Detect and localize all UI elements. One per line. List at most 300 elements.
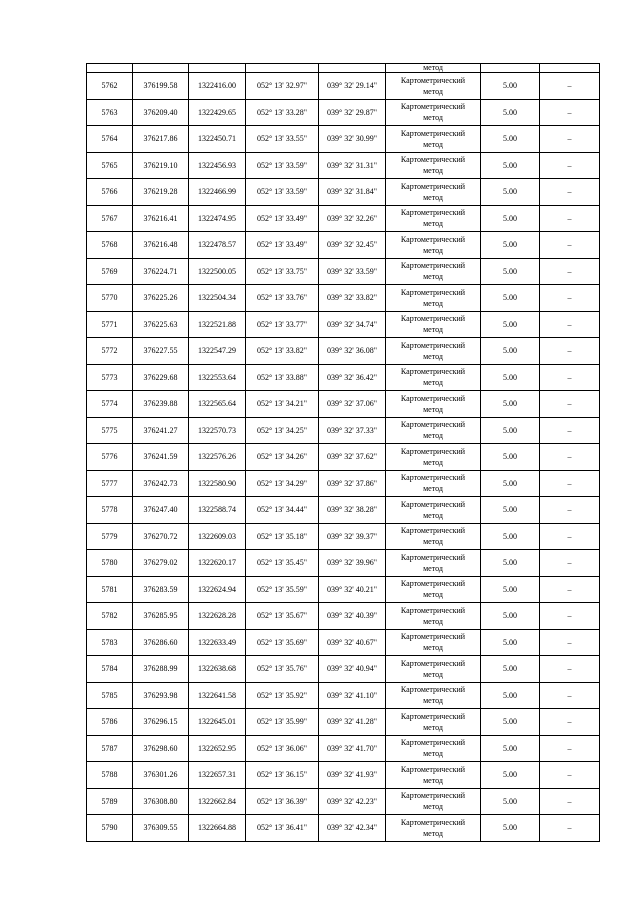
cell-x-coordinate: 376216.48 xyxy=(133,232,189,259)
cell-accuracy: 5.00 xyxy=(481,497,540,524)
cell-note: – xyxy=(540,497,600,524)
cell-y-coordinate: 1322429.65 xyxy=(189,99,246,126)
method-line-1: Картометрический xyxy=(400,367,466,377)
table-row xyxy=(87,815,600,842)
cell-longitude: 039° 32' 42.23" xyxy=(319,788,386,815)
cell-longitude: 039° 32' 40.39" xyxy=(319,603,386,630)
cell-latitude: 052° 13' 34.44" xyxy=(246,497,319,524)
cell-y-coordinate: 1322664.88 xyxy=(189,815,246,842)
method-line-2: метод xyxy=(423,431,443,441)
cell-note: – xyxy=(540,285,600,312)
table-row xyxy=(87,735,600,762)
cell-longitude: 039° 32' 37.86" xyxy=(319,470,386,497)
cell-point-number: 5789 xyxy=(87,788,133,815)
cell-x-coordinate: 376293.98 xyxy=(133,682,189,709)
method-line-1: Картометрический xyxy=(400,817,466,827)
cell-note: – xyxy=(540,550,600,577)
cell-note: – xyxy=(540,364,600,391)
cell-method xyxy=(386,152,481,179)
method-line-1: Картометрический xyxy=(400,658,466,668)
cell-method xyxy=(386,444,481,471)
cell-accuracy: 5.00 xyxy=(481,656,540,683)
cell-x-coordinate: 376225.63 xyxy=(133,311,189,338)
cell-x-coordinate: 376309.55 xyxy=(133,815,189,842)
method-line-2: метод xyxy=(423,86,443,96)
cell-point-number: 5778 xyxy=(87,497,133,524)
method-line-1: Картометрический xyxy=(400,75,466,85)
method-line-2: метод xyxy=(423,590,443,600)
cell-y-coordinate: 1322450.71 xyxy=(189,126,246,153)
method-line-1: Картометрический xyxy=(400,632,466,642)
table-row xyxy=(87,656,600,683)
cell-latitude: 052° 13' 35.67" xyxy=(246,603,319,630)
cell-accuracy: 5.00 xyxy=(481,338,540,365)
cell-latitude: 052° 13' 35.59" xyxy=(246,576,319,603)
cell-note: – xyxy=(540,788,600,815)
cell-accuracy: 5.00 xyxy=(481,470,540,497)
cell-method xyxy=(386,709,481,736)
cell-point-number: 5772 xyxy=(87,338,133,365)
cell-method xyxy=(386,523,481,550)
method-line-2: метод xyxy=(423,696,443,706)
cell-note: – xyxy=(540,73,600,100)
cell-point-number: 5771 xyxy=(87,311,133,338)
cell-note: – xyxy=(540,391,600,418)
cell-latitude: 052° 13' 33.49" xyxy=(246,205,319,232)
method-line-1: Картометрический xyxy=(400,287,466,297)
cell-latitude: 052° 13' 33.59" xyxy=(246,152,319,179)
cell-point-number: 5788 xyxy=(87,762,133,789)
cell-note: – xyxy=(540,629,600,656)
cell-latitude: 052° 13' 34.26" xyxy=(246,444,319,471)
cell-longitude: 039° 32' 36.08" xyxy=(319,338,386,365)
cell-x-coordinate: 376298.60 xyxy=(133,735,189,762)
method-line-2: метод xyxy=(423,563,443,573)
cell-x-coordinate: 376241.59 xyxy=(133,444,189,471)
cell-accuracy: 5.00 xyxy=(481,364,540,391)
cell-accuracy: 5.00 xyxy=(481,73,540,100)
cell-x-coordinate: 376308.80 xyxy=(133,788,189,815)
cell-method xyxy=(386,788,481,815)
cell-empty xyxy=(189,64,246,73)
method-line-1: Картометрический xyxy=(400,234,466,244)
cell-method xyxy=(386,735,481,762)
cell-x-coordinate: 376241.27 xyxy=(133,417,189,444)
cell-point-number: 5770 xyxy=(87,285,133,312)
cell-longitude: 039° 32' 37.62" xyxy=(319,444,386,471)
cell-note: – xyxy=(540,682,600,709)
cell-accuracy: 5.00 xyxy=(481,762,540,789)
table-row xyxy=(87,179,600,206)
table-row xyxy=(87,99,600,126)
cell-longitude: 039° 32' 41.70" xyxy=(319,735,386,762)
cell-accuracy: 5.00 xyxy=(481,391,540,418)
cell-point-number: 5780 xyxy=(87,550,133,577)
cell-note: – xyxy=(540,99,600,126)
cell-latitude: 052° 13' 36.41" xyxy=(246,815,319,842)
method-line-1: Картометрический xyxy=(400,102,466,112)
cell-accuracy: 5.00 xyxy=(481,550,540,577)
table-row xyxy=(87,73,600,100)
method-line-2: метод xyxy=(423,404,443,414)
method-line-2: метод xyxy=(423,616,443,626)
cell-y-coordinate: 1322570.73 xyxy=(189,417,246,444)
method-line-1: Картометрический xyxy=(400,579,466,589)
cell-note: – xyxy=(540,470,600,497)
coordinates-table xyxy=(86,63,600,842)
method-line-2: метод xyxy=(423,378,443,388)
cell-y-coordinate: 1322547.29 xyxy=(189,338,246,365)
method-line-2: метод xyxy=(423,749,443,759)
cell-y-coordinate: 1322500.05 xyxy=(189,258,246,285)
cell-accuracy: 5.00 xyxy=(481,629,540,656)
cell-longitude: 039° 32' 40.21" xyxy=(319,576,386,603)
cell-y-coordinate: 1322645.01 xyxy=(189,709,246,736)
cell-longitude: 039° 32' 36.42" xyxy=(319,364,386,391)
cell-longitude: 039° 32' 40.67" xyxy=(319,629,386,656)
cell-empty xyxy=(481,64,540,73)
cell-latitude: 052° 13' 34.25" xyxy=(246,417,319,444)
cell-longitude: 039° 32' 42.34" xyxy=(319,815,386,842)
method-line-2: метод xyxy=(423,166,443,176)
cell-note: – xyxy=(540,338,600,365)
cell-x-coordinate: 376229.68 xyxy=(133,364,189,391)
cell-accuracy: 5.00 xyxy=(481,258,540,285)
cell-longitude: 039° 32' 38.28" xyxy=(319,497,386,524)
cell-accuracy: 5.00 xyxy=(481,444,540,471)
cell-point-number: 5775 xyxy=(87,417,133,444)
cell-accuracy: 5.00 xyxy=(481,311,540,338)
cell-point-number: 5764 xyxy=(87,126,133,153)
cell-point-number: 5786 xyxy=(87,709,133,736)
cell-point-number: 5773 xyxy=(87,364,133,391)
cell-method xyxy=(386,762,481,789)
method-line-1: Картометрический xyxy=(400,791,466,801)
cell-y-coordinate: 1322580.90 xyxy=(189,470,246,497)
cell-latitude: 052° 13' 35.76" xyxy=(246,656,319,683)
cell-longitude: 039° 32' 29.14" xyxy=(319,73,386,100)
method-line-2: метод xyxy=(423,722,443,732)
cell-point-number: 5779 xyxy=(87,523,133,550)
cell-method xyxy=(386,470,481,497)
table-row xyxy=(87,364,600,391)
method-line-2: метод xyxy=(423,510,443,520)
cell-latitude: 052° 13' 34.21" xyxy=(246,391,319,418)
cell-accuracy: 5.00 xyxy=(481,205,540,232)
method-line-2: метод xyxy=(423,484,443,494)
cell-longitude: 039° 32' 39.96" xyxy=(319,550,386,577)
cell-y-coordinate: 1322466.99 xyxy=(189,179,246,206)
method-line-2: метод xyxy=(423,113,443,123)
cell-method xyxy=(386,311,481,338)
cell-note: – xyxy=(540,815,600,842)
cell-point-number: 5783 xyxy=(87,629,133,656)
method-line-1: Картометрический xyxy=(400,208,466,218)
cell-point-number: 5781 xyxy=(87,576,133,603)
cell-point-number: 5776 xyxy=(87,444,133,471)
cell-note: – xyxy=(540,232,600,259)
method-line-1: Картометрический xyxy=(400,711,466,721)
cell-note: – xyxy=(540,179,600,206)
cell-y-coordinate: 1322641.58 xyxy=(189,682,246,709)
cell-latitude: 052° 13' 35.45" xyxy=(246,550,319,577)
cell-note: – xyxy=(540,523,600,550)
cell-y-coordinate: 1322628.28 xyxy=(189,603,246,630)
cell-method xyxy=(386,179,481,206)
cell-y-coordinate: 1322521.88 xyxy=(189,311,246,338)
cell-method xyxy=(386,126,481,153)
cell-y-coordinate: 1322624.94 xyxy=(189,576,246,603)
method-line-1: Картометрический xyxy=(400,261,466,271)
cell-x-coordinate: 376219.10 xyxy=(133,152,189,179)
cell-x-coordinate: 376301.26 xyxy=(133,762,189,789)
table-row xyxy=(87,338,600,365)
cell-point-number: 5763 xyxy=(87,99,133,126)
cell-longitude: 039° 32' 37.33" xyxy=(319,417,386,444)
cell-longitude: 039° 32' 33.59" xyxy=(319,258,386,285)
cell-longitude: 039° 32' 39.37" xyxy=(319,523,386,550)
cell-note: – xyxy=(540,311,600,338)
table-row xyxy=(87,523,600,550)
cell-method xyxy=(386,232,481,259)
cell-latitude: 052° 13' 32.97" xyxy=(246,73,319,100)
method-line-1: Картометрический xyxy=(400,499,466,509)
method-line-1: Картометрический xyxy=(400,155,466,165)
cell-accuracy: 5.00 xyxy=(481,788,540,815)
cell-method xyxy=(386,603,481,630)
table-row xyxy=(87,232,600,259)
cell-method xyxy=(386,417,481,444)
cell-accuracy: 5.00 xyxy=(481,576,540,603)
cell-x-coordinate: 376227.55 xyxy=(133,338,189,365)
cell-accuracy: 5.00 xyxy=(481,285,540,312)
method-line-2: метод xyxy=(423,245,443,255)
cell-longitude: 039° 32' 29.87" xyxy=(319,99,386,126)
method-line-2: метод xyxy=(423,802,443,812)
table-row xyxy=(87,709,600,736)
cell-latitude: 052° 13' 33.76" xyxy=(246,285,319,312)
cell-point-number: 5768 xyxy=(87,232,133,259)
cell-accuracy: 5.00 xyxy=(481,735,540,762)
table-row xyxy=(87,682,600,709)
cell-accuracy: 5.00 xyxy=(481,232,540,259)
cell-longitude: 039° 32' 33.82" xyxy=(319,285,386,312)
cell-method-tail: метод xyxy=(386,64,481,73)
cell-longitude: 039° 32' 41.93" xyxy=(319,762,386,789)
cell-longitude: 039° 32' 40.94" xyxy=(319,656,386,683)
method-line-2: метод xyxy=(423,775,443,785)
cell-x-coordinate: 376283.59 xyxy=(133,576,189,603)
cell-method xyxy=(386,391,481,418)
cell-y-coordinate: 1322474.95 xyxy=(189,205,246,232)
cell-longitude: 039° 32' 32.26" xyxy=(319,205,386,232)
cell-empty xyxy=(319,64,386,73)
cell-y-coordinate: 1322620.17 xyxy=(189,550,246,577)
cell-method xyxy=(386,99,481,126)
cell-method xyxy=(386,338,481,365)
cell-y-coordinate: 1322416.00 xyxy=(189,73,246,100)
table-row xyxy=(87,629,600,656)
cell-latitude: 052° 13' 33.28" xyxy=(246,99,319,126)
cell-point-number: 5774 xyxy=(87,391,133,418)
cell-latitude: 052° 13' 35.92" xyxy=(246,682,319,709)
method-line-1: Картометрический xyxy=(400,420,466,430)
cell-method xyxy=(386,550,481,577)
cell-y-coordinate: 1322456.93 xyxy=(189,152,246,179)
cell-latitude: 052° 13' 33.77" xyxy=(246,311,319,338)
method-line-1: Картометрический xyxy=(400,181,466,191)
cell-y-coordinate: 1322657.31 xyxy=(189,762,246,789)
method-line-2: метод xyxy=(423,643,443,653)
cell-accuracy: 5.00 xyxy=(481,815,540,842)
cell-y-coordinate: 1322478.57 xyxy=(189,232,246,259)
cell-accuracy: 5.00 xyxy=(481,709,540,736)
cell-note: – xyxy=(540,126,600,153)
cell-longitude: 039° 32' 37.06" xyxy=(319,391,386,418)
cell-point-number: 5777 xyxy=(87,470,133,497)
cell-x-coordinate: 376209.40 xyxy=(133,99,189,126)
cell-method xyxy=(386,682,481,709)
cell-y-coordinate: 1322565.64 xyxy=(189,391,246,418)
cell-point-number: 5762 xyxy=(87,73,133,100)
method-line-2: метод xyxy=(423,828,443,838)
cell-method xyxy=(386,205,481,232)
cell-note: – xyxy=(540,444,600,471)
method-line-1: Картометрический xyxy=(400,738,466,748)
cell-y-coordinate: 1322504.34 xyxy=(189,285,246,312)
table-row xyxy=(87,762,600,789)
table-body xyxy=(87,64,600,842)
cell-accuracy: 5.00 xyxy=(481,603,540,630)
cell-longitude: 039° 32' 34.74" xyxy=(319,311,386,338)
cell-longitude: 039° 32' 41.28" xyxy=(319,709,386,736)
cell-method xyxy=(386,285,481,312)
cell-latitude: 052° 13' 33.82" xyxy=(246,338,319,365)
cell-point-number: 5769 xyxy=(87,258,133,285)
cell-longitude: 039° 32' 32.45" xyxy=(319,232,386,259)
method-line-1: Картометрический xyxy=(400,473,466,483)
cell-x-coordinate: 376219.28 xyxy=(133,179,189,206)
method-line-1: Картометрический xyxy=(400,764,466,774)
cell-y-coordinate: 1322553.64 xyxy=(189,364,246,391)
table-row xyxy=(87,497,600,524)
cell-x-coordinate: 376279.02 xyxy=(133,550,189,577)
cell-latitude: 052° 13' 35.18" xyxy=(246,523,319,550)
cell-note: – xyxy=(540,735,600,762)
cell-y-coordinate: 1322609.03 xyxy=(189,523,246,550)
cell-point-number: 5787 xyxy=(87,735,133,762)
cell-x-coordinate: 376199.58 xyxy=(133,73,189,100)
method-line-2: метод xyxy=(423,325,443,335)
cell-longitude: 039° 32' 31.84" xyxy=(319,179,386,206)
cell-point-number: 5767 xyxy=(87,205,133,232)
cell-accuracy: 5.00 xyxy=(481,126,540,153)
cell-x-coordinate: 376288.99 xyxy=(133,656,189,683)
cell-latitude: 052° 13' 36.15" xyxy=(246,762,319,789)
cell-note: – xyxy=(540,576,600,603)
table-row xyxy=(87,444,600,471)
cell-latitude: 052° 13' 34.29" xyxy=(246,470,319,497)
cell-note: – xyxy=(540,417,600,444)
cell-y-coordinate: 1322633.49 xyxy=(189,629,246,656)
cell-x-coordinate: 376225.26 xyxy=(133,285,189,312)
cell-longitude: 039° 32' 30.99" xyxy=(319,126,386,153)
cell-method xyxy=(386,656,481,683)
cell-accuracy: 5.00 xyxy=(481,99,540,126)
cell-method xyxy=(386,364,481,391)
cell-note: – xyxy=(540,152,600,179)
table-row xyxy=(87,788,600,815)
cell-latitude: 052° 13' 35.69" xyxy=(246,629,319,656)
table-row-continuation xyxy=(87,64,600,73)
method-line-1: Картометрический xyxy=(400,552,466,562)
table-row xyxy=(87,417,600,444)
cell-latitude: 052° 13' 36.06" xyxy=(246,735,319,762)
method-line-2: метод xyxy=(423,669,443,679)
table-row xyxy=(87,550,600,577)
cell-x-coordinate: 376286.60 xyxy=(133,629,189,656)
cell-point-number: 5766 xyxy=(87,179,133,206)
cell-note: – xyxy=(540,205,600,232)
cell-note: – xyxy=(540,762,600,789)
cell-latitude: 052° 13' 33.88" xyxy=(246,364,319,391)
cell-latitude: 052° 13' 36.39" xyxy=(246,788,319,815)
table-row xyxy=(87,126,600,153)
method-line-2: метод xyxy=(423,139,443,149)
cell-point-number: 5782 xyxy=(87,603,133,630)
cell-point-number: 5790 xyxy=(87,815,133,842)
cell-y-coordinate: 1322576.26 xyxy=(189,444,246,471)
table-row xyxy=(87,391,600,418)
method-line-1: Картометрический xyxy=(400,340,466,350)
method-line-2: метод xyxy=(423,272,443,282)
cell-y-coordinate: 1322652.95 xyxy=(189,735,246,762)
cell-note: – xyxy=(540,258,600,285)
cell-x-coordinate: 376224.71 xyxy=(133,258,189,285)
cell-accuracy: 5.00 xyxy=(481,152,540,179)
cell-empty xyxy=(246,64,319,73)
table-row xyxy=(87,152,600,179)
cell-empty xyxy=(540,64,600,73)
cell-x-coordinate: 376242.73 xyxy=(133,470,189,497)
cell-x-coordinate: 376270.72 xyxy=(133,523,189,550)
cell-point-number: 5784 xyxy=(87,656,133,683)
cell-accuracy: 5.00 xyxy=(481,682,540,709)
cell-accuracy: 5.00 xyxy=(481,523,540,550)
cell-x-coordinate: 376217.86 xyxy=(133,126,189,153)
cell-longitude: 039° 32' 41.10" xyxy=(319,682,386,709)
method-line-2: метод xyxy=(423,537,443,547)
cell-longitude: 039° 32' 31.31" xyxy=(319,152,386,179)
cell-method xyxy=(386,629,481,656)
cell-latitude: 052° 13' 33.55" xyxy=(246,126,319,153)
cell-x-coordinate: 376216.41 xyxy=(133,205,189,232)
cell-method xyxy=(386,258,481,285)
cell-y-coordinate: 1322662.84 xyxy=(189,788,246,815)
cell-empty xyxy=(87,64,133,73)
cell-note: – xyxy=(540,656,600,683)
cell-x-coordinate: 376247.40 xyxy=(133,497,189,524)
method-line-1: Картометрический xyxy=(400,128,466,138)
method-line-1: Картометрический xyxy=(400,314,466,324)
cell-point-number: 5785 xyxy=(87,682,133,709)
table-row xyxy=(87,603,600,630)
table-row xyxy=(87,311,600,338)
cell-method xyxy=(386,73,481,100)
method-line-1: Картометрический xyxy=(400,393,466,403)
cell-method xyxy=(386,576,481,603)
method-line-2: метод xyxy=(423,192,443,202)
